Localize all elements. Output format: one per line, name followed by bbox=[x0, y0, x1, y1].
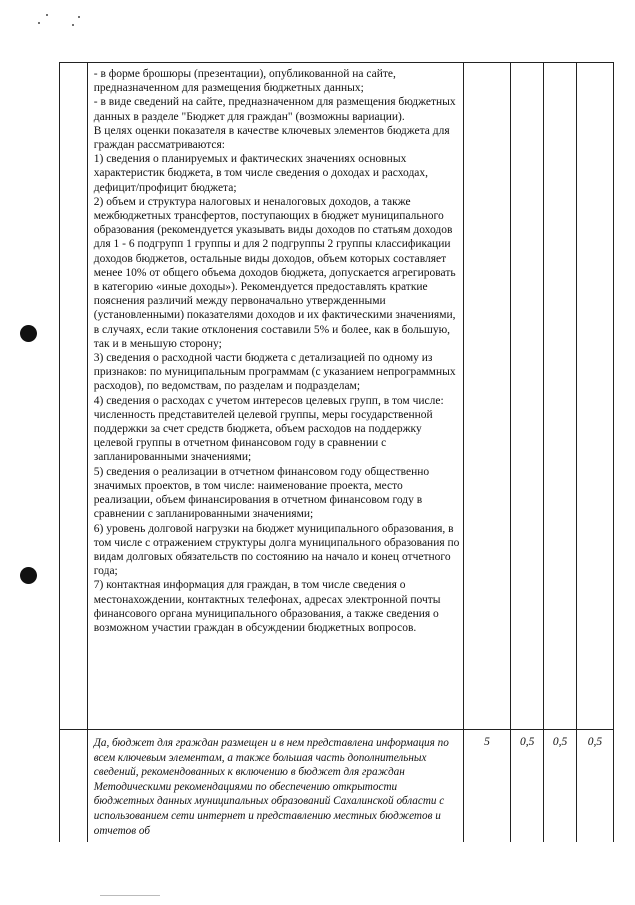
binder-hole-top bbox=[20, 325, 37, 342]
row-number-cell bbox=[60, 63, 88, 730]
score-cell bbox=[463, 730, 510, 843]
scan-speck bbox=[72, 24, 74, 26]
score-cell bbox=[544, 730, 577, 843]
scan-speck bbox=[46, 14, 48, 16]
answer-text: Да, бюджет для граждан размещен и в нем представлена информация по всем ключевым элементам, а также большая часть дополнительных сведений, рекомендованных к включению в бюджет для граждан Методическими рекомендациями по обеспечению открытости бюджетных данных муниципальных образований Сахалинской области с использованием сети интернет и представлению местных бюджетов и отчетов об bbox=[93, 737, 449, 837]
score-max: 5 bbox=[484, 736, 490, 748]
answer-cell bbox=[87, 730, 463, 843]
binder-hole-bottom bbox=[20, 567, 37, 584]
table-row bbox=[60, 63, 614, 730]
score-cell bbox=[576, 63, 613, 730]
criteria-text: - в форме брошюры (презентации), опубликованной на сайте, предназначенном для размещения бюджетных данных; - в виде сведений на сайте, предназначенном для размещения бюджетных данных в разделе "Бюджет для граждан" (возможны вариации). В целях оценки показателя в качестве ключевых элементов бюджета для граждан рассматриваются: 1) сведения о планируемых и фактических значениях основных характеристик бюджета, в том числе сведения о доходах и расходах, дефицит/профицит бюджета; 2) объем и структура налоговых и неналоговых доходов, а также межбюджетных трансфертов, поступающих в бюджет муниципального образования (рекомендуется указывать виды доходов по статьям доходов для 1 - 6 подгрупп 1 группы и для 2 подгруппы 2 группы классификации доходов бюджетов, остальные виды доходов, объем которых составляет менее 10% от общего объема доходов бюджета, допускается агрегировать в категорию «иные доходы»). Рекомендуется предоставлять краткие пояснения различий между первоначально утвержденными (установленными) показателями доходов и их фактическими значениями, в случаях, если такие отклонения составили 5% и более, как в большую, так и в меньшую сторону; 3) сведения о расходной части бюджета с детализацией по одному из признаков: по муниципальным программам (с указанием непрограммных расходов), по ведомствам, по разделам и подразделам; 4) сведения о расходах с учетом интересов целевых групп, в том числе: численность представителей целевой группы, меры государственной поддержки за счет средств бюджета, объем расходов на поддержку целевой группы в отчетном финансовом году в сравнении с запланированными значениями; 5) сведения о реализации в отчетном финансовом году общественно значимых проектов, в том числе: наименование проекта, место реализации, объем финансирования в отчетном финансовом году в сравнении с запланированными значениями; 6) уровень долговой нагрузки на бюджет муниципального образования, в том числе с отражением структуры долга муниципального образования по видам долговых обязательств по состоянию на начало и конец отчетного года; 7) контактная информация для граждан, в том числе сведения о местонахождении, контактных телефонах, адресах электронной почты финансового органа муниципального образования, а также сведения о возможном участии граждан в обсуждении бюджетных вопросов. bbox=[93, 68, 460, 634]
score-value: 0,5 bbox=[519, 736, 535, 748]
score-value: 0,5 bbox=[587, 736, 603, 748]
score-value: 0,5 bbox=[552, 736, 568, 748]
table-row bbox=[60, 730, 614, 843]
score-cell bbox=[511, 63, 544, 730]
scan-artifact-line bbox=[100, 895, 160, 896]
scan-speck bbox=[78, 16, 80, 18]
row-number-cell bbox=[60, 730, 88, 843]
criteria-cell bbox=[87, 63, 463, 730]
score-cell bbox=[576, 730, 613, 843]
score-cell bbox=[544, 63, 577, 730]
score-cell bbox=[463, 63, 510, 730]
score-cell bbox=[511, 730, 544, 843]
evaluation-table bbox=[59, 62, 614, 842]
scan-speck bbox=[38, 22, 40, 24]
